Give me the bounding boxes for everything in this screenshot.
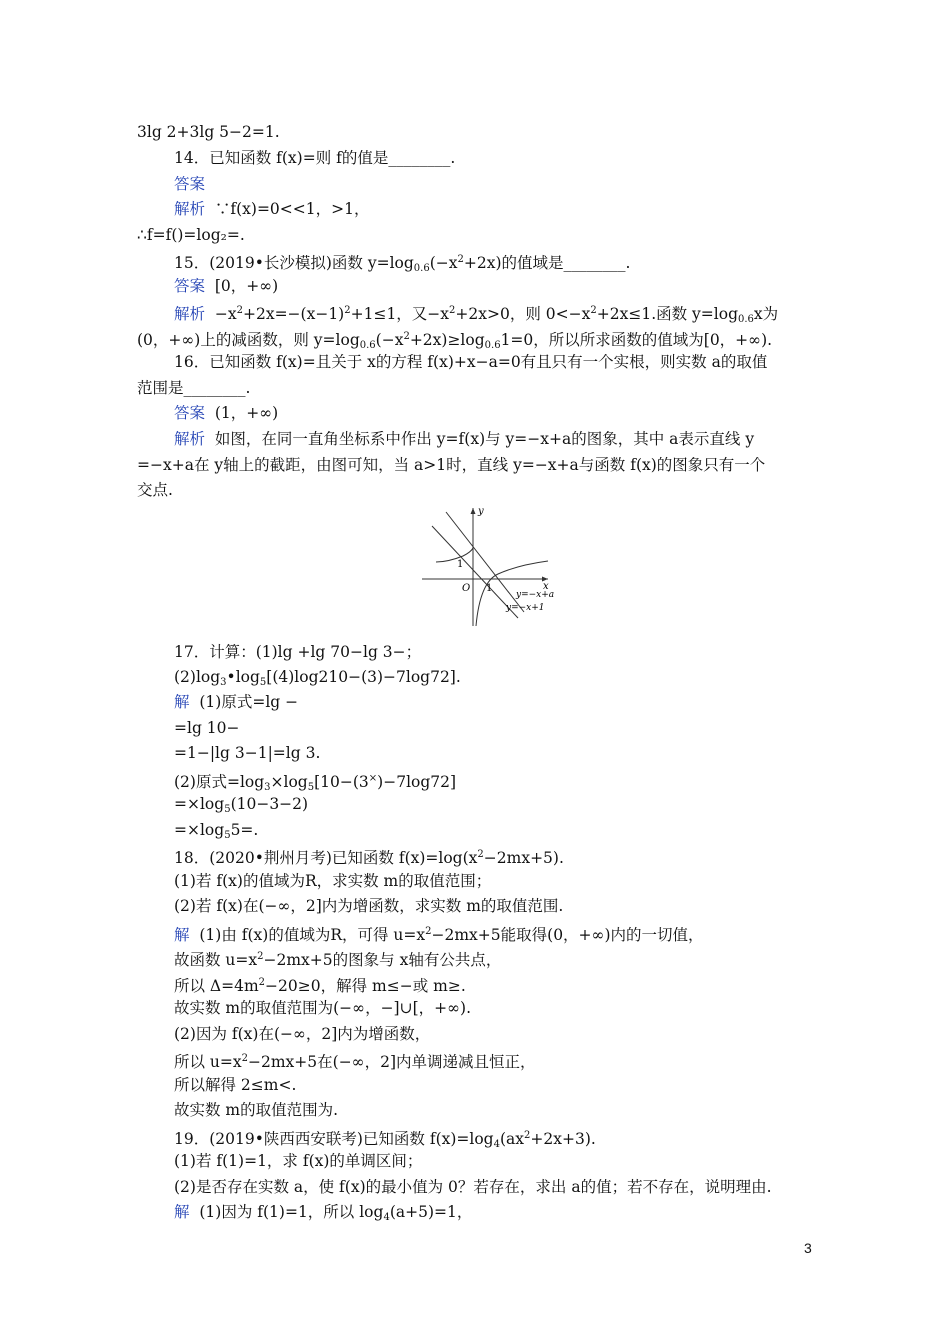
text-line: (2)是否存在实数 a，使 f(x)的最小值为 0？若存在，求出 a的值；若不存在，说明理由. [174, 1178, 772, 1196]
question-16: 16．已知函数 f(x)=且关于 x的方程 f(x)+x−a=0有且只有一个实根，则实数 a的取值 [174, 353, 768, 371]
text-line: 3lg 2+3lg 5−2=1. [137, 123, 280, 141]
function-graph-figure [418, 502, 568, 628]
text-line: (0，+∞)上的减函数，则 $y=\log_{0.6}(-x^2+2x)\ge\log_{0.6}1=0$，所以所求函数的值域为[0，+∞). [137, 331, 773, 351]
question-19: 19．(2019•陕西西安联考)已知函数 $f(x)=\log_4(ax^2+2x+3)$. [174, 1130, 596, 1150]
answer-label: 答案 [174, 175, 206, 193]
text-line: =lg 10− [174, 719, 240, 737]
solution-label: 解 [174, 926, 190, 944]
text-line: 交点. [137, 481, 173, 499]
page-number: 3 [804, 1240, 812, 1256]
origin-label: O [462, 583, 471, 594]
analysis-label: 解析 [174, 200, 206, 218]
text-line: 故函数 $u=x^2-2mx+5$的图象与 x轴有公共点， [174, 951, 502, 969]
analysis-line: 解析 如图，在同一直角坐标系中作出 y=f(x)与 y=−x+a的图象，其中 a表示直线 y [174, 430, 755, 448]
text-line: (2)若 f(x)在(−∞，2]内为增函数，求实数 m的取值范围. [174, 897, 564, 915]
text-line: $(2)\log_3•\log_5[(4)\log 210-(3)-7\log 72]$. [174, 668, 461, 688]
solution-line: 解 (1)原式=lg − [174, 693, 299, 711]
axis-label-y: y [478, 506, 484, 517]
text-line: 故实数 m的取值范围为. [174, 1101, 339, 1119]
y-intercept-label: 1 [457, 559, 464, 570]
answer-line: 答案 [0，+∞) [174, 277, 279, 295]
text-line: 故实数 m的取值范围为(−∞，−]∪[，+∞). [174, 999, 472, 1017]
text-line: (2)原式$=\log_3\times\log_5[10-(3^\times)-7\log 72]$ [174, 773, 457, 793]
question-17: 17．计算：(1)lg +lg 70−lg 3−； [174, 643, 422, 661]
text-line: $=\times\log_55=$. [174, 821, 259, 841]
analysis-label: 解析 [174, 305, 206, 323]
analysis-line: 解析 $-x^2+2x=-(x-1)^2+1\le 1$，又$-x^2+2x>0$，则 $0<-x^2+2x\le 1$.函数 $y=\log_{0.6}x$为 [174, 305, 779, 325]
solution-label: 解 [174, 1203, 190, 1221]
text-line: (1)若 f(1)=1，求 f(x)的单调区间； [174, 1152, 423, 1170]
analysis-line: 解析 ∵f(x)=0<<1，>1， [174, 200, 370, 218]
question-15: 15．(2019•长沙模拟)函数 $y=\log_{0.6}(-x^2+2x)$的值域是________. [174, 254, 631, 274]
text-line: 所以 $\Delta=4m^2-20\ge 0$，解得 m≤−或 m≥. [174, 977, 466, 995]
text-line: (1)若 f(x)的值域为R，求实数 m的取值范围； [174, 872, 492, 890]
x-intercept-label: 1 [486, 583, 493, 594]
answer-line: 答案 (1，+∞) [174, 404, 279, 422]
solution-label: 解 [174, 693, 190, 711]
text-line: (2)因为 f(x)在(−∞，2]内为增函数， [174, 1025, 431, 1043]
analysis-label: 解析 [174, 430, 206, 448]
text-line: 范围是________. [137, 379, 251, 397]
text-line: =−x+a在 y轴上的截距，由图可知，当 a>1时，直线 y=−x+a与函数 f(x)的图象只有一个 [137, 456, 766, 474]
question-18: 18．(2020•荆州月考)已知函数 $f(x)=\log(x^2-2mx+5)$. [174, 849, 564, 867]
text-line: 所以解得 2≤m<. [174, 1076, 297, 1094]
text-line: $=\times\log_5(10-3-2)$ [174, 795, 309, 815]
answer-label: 答案 [174, 404, 206, 422]
answer-label: 答案 [174, 277, 206, 295]
line-label-1: y=−x+1 [506, 603, 545, 613]
text-line: =1−|lg 3−1|=lg 3. [174, 744, 321, 762]
text-line: 所以 $u=x^2-2mx+5$在(−∞，2]内单调递减且恒正， [174, 1053, 536, 1071]
question-14: 14．已知函数 f(x)=则 f的值是________. [174, 149, 456, 167]
solution-line: 解 (1)因为 f(1)=1，所以 $\log_4(a+5)=1$， [174, 1203, 473, 1223]
text-line: ∴f=f()=log₂=. [137, 226, 245, 244]
solution-line: 解 (1)由 f(x)的值域为R，可得 $u=x^2-2mx+5$能取得(0，+∞)内的一切值， [174, 926, 704, 944]
axis-label-x: x [543, 581, 549, 592]
line-label-a: y=−x+a [516, 590, 555, 600]
